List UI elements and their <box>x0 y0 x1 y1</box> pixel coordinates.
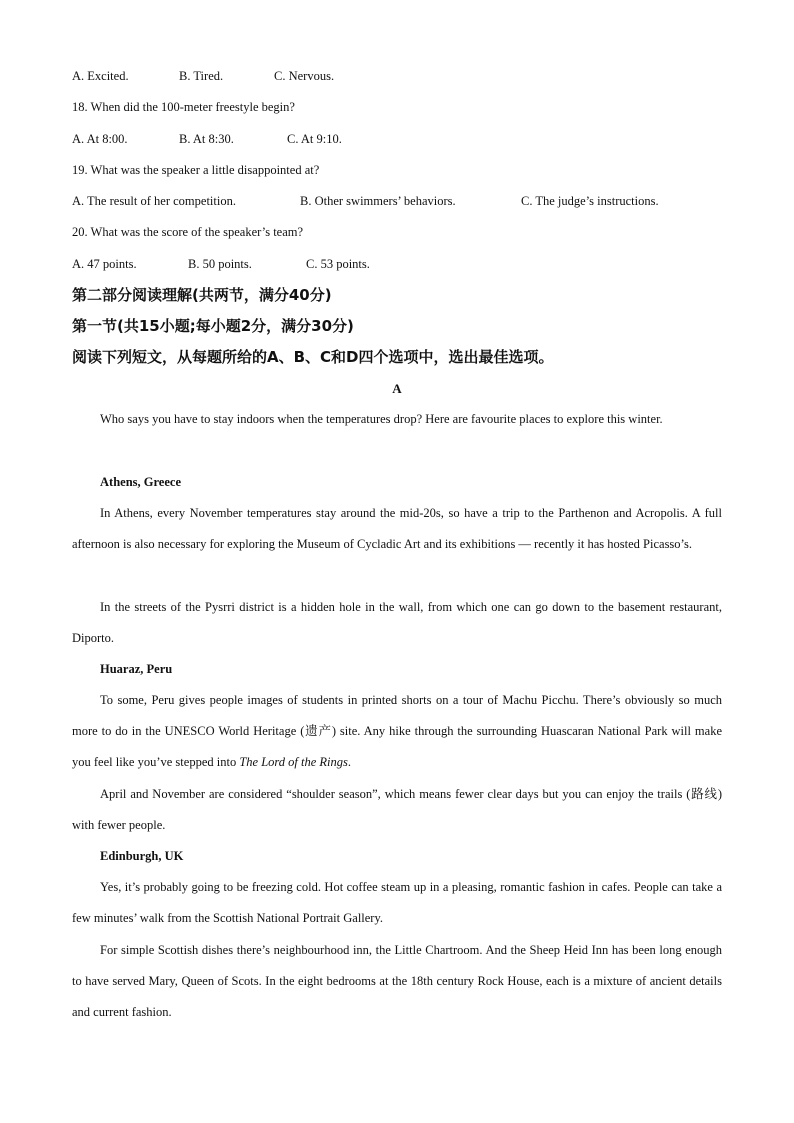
edinburgh-paragraph-2: For simple Scottish dishes there’s neighbourhood inn, the Little Chartroom. And the Sheep Heid Inn has been long enough to have served Mary, Queen of Scots. In the eight bedrooms at the 18th century Rock House, each is a mixture of ancient details and current fashion. <box>72 943 722 1019</box>
q17-option-b: B. Tired. <box>179 69 224 83</box>
q18-stem: 18. When did the 100-meter freestyle begin? <box>72 100 295 114</box>
edinburgh-paragraph-1: Yes, it’s probably going to be freezing cold. Hot coffee steam up in a pleasing, romantic fashion in cafes. People can take a few minutes’ walk from the Scottish National Portrait Gallery. <box>72 880 722 925</box>
q20-stem: 20. What was the score of the speaker’s team? <box>72 225 304 239</box>
q19-stem: 19. What was the speaker a little disappointed at? <box>72 163 320 177</box>
instructions: 阅读下列短文，从每题所给的A、B、C和D四个选项中，选出最佳选项。 <box>72 348 554 366</box>
q20-option-c: C. 53 points. <box>306 257 370 271</box>
q19-option-c: C. The judge’s instructions. <box>521 194 659 208</box>
peru-paragraph-1 <box>72 685 722 778</box>
book-title: The Lord of the Rings <box>239 755 348 769</box>
passage-letter: A <box>392 381 402 396</box>
passage-intro: Who says you have to stay indoors when the temperatures drop? Here are favourite places to explore this winter. <box>100 412 663 426</box>
q19-option-b: B. Other swimmers’ behaviors. <box>300 194 456 208</box>
q18-option-b: B. At 8:30. <box>179 132 234 146</box>
section-one-heading: 第一节(共15小题;每小题2分，满分30分) <box>72 317 354 335</box>
peru-paragraph-1-text: To some, Peru gives people images of students in printed shorts on a tour of Machu Picchu. There’s obviously so much more to do in the UNESCO World Heritage (遗产) site. Any hike through the surrounding Huascaran National Park will make you feel like you’ve stepped into <box>72 693 722 769</box>
peru-heading: Huaraz, Peru <box>100 662 173 676</box>
q17-option-a: A. Excited. <box>72 69 129 83</box>
q20-option-b: B. 50 points. <box>188 257 252 271</box>
athens-paragraph-2: In the streets of the Pysrri district is a hidden hole in the wall, from which one can go down to the basement restaurant, Diporto. <box>72 600 722 645</box>
q18-option-a: A. At 8:00. <box>72 132 128 146</box>
athens-paragraph-1: In Athens, every November temperatures stay around the mid-20s, so have a trip to the Parthenon and Acropolis. A full afternoon is also necessary for exploring the Museum of Cycladic Art and its exhibitions — recently it has hosted Picasso’s. <box>72 506 722 551</box>
edinburgh-heading: Edinburgh, UK <box>100 849 184 863</box>
part-two-heading: 第二部分阅读理解(共两节，满分40分) <box>72 286 332 304</box>
q19-option-a: A. The result of her competition. <box>72 194 236 208</box>
peru-paragraph-1-end: . <box>347 755 352 769</box>
q20-option-a: A. 47 points. <box>72 257 137 271</box>
q17-option-c: C. Nervous. <box>274 69 335 83</box>
q18-option-c: C. At 9:10. <box>287 132 342 146</box>
peru-paragraph-2: April and November are considered “shoulder season”, which means fewer clear days but you can enjoy the trails (路线) with fewer people. <box>72 787 722 832</box>
athens-heading: Athens, Greece <box>100 475 181 489</box>
